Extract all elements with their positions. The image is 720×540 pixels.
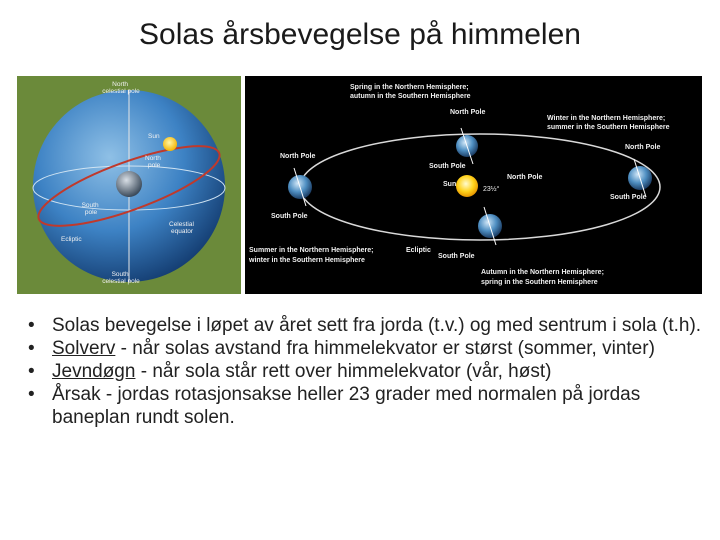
label-summer-2: winter in the Southern Hemisphere <box>249 257 365 264</box>
label-celestial-equator-1: Celestial <box>169 221 194 228</box>
earth-globe <box>116 171 142 197</box>
label-south-celestial-pole-2: celestial pole <box>102 278 140 285</box>
label-south-pole-top: South Pole <box>429 163 466 170</box>
label-sun: Sun <box>148 133 160 140</box>
label-tilt-angle: 23½° <box>483 186 500 193</box>
label-south-pole-2: pole <box>84 209 98 216</box>
bullet-list <box>28 314 708 429</box>
label-spring-2: autumn in the Southern Hemisphere <box>350 93 471 100</box>
label-south-celestial-pole-1: South <box>111 271 129 278</box>
label-ecliptic-right: Ecliptic <box>406 247 431 254</box>
label-south-pole-1: South <box>81 202 99 209</box>
bullet-item-1 <box>28 314 708 337</box>
label-autumn-2: spring in the Southern Hemisphere <box>481 279 598 286</box>
bullet-dot: • <box>28 384 35 405</box>
label-sun-right: Sun <box>443 181 457 188</box>
earth-orbit-illustration <box>245 76 702 294</box>
bullet-text-4: Årsak - jordas rotasjonsakse heller 23 grader med normalen på jordas baneplan rundt solen. <box>52 384 641 428</box>
label-north-pole-1: North <box>145 155 161 162</box>
celestial-sphere-illustration <box>17 76 241 294</box>
label-north-pole-bottom: North Pole <box>507 174 543 181</box>
bullet-dot: • <box>28 338 35 359</box>
label-north-celestial-pole-2: celestial pole <box>102 88 140 95</box>
label-autumn-1: Autumn in the Northern Hemisphere; <box>481 269 604 276</box>
sun-icon <box>456 175 478 197</box>
bullet-item-3 <box>28 360 708 383</box>
bullet-item-2 <box>28 337 708 360</box>
celestial-sphere-image <box>241 76 242 77</box>
page-title: Solas årsbevegelse på himmelen <box>139 18 581 51</box>
bullet-text-1: Solas bevegelse i løpet av året sett fra jorda (t.v.) og med sentrum i sola (t.h). <box>52 315 702 336</box>
label-summer-1: Summer in the Northern Hemisphere; <box>249 247 374 254</box>
label-south-pole-left: South Pole <box>271 213 308 220</box>
bullet-text-2: - når solas avstand fra himmelekvator er størst (sommer, vinter) <box>115 338 655 359</box>
label-winter-2: summer in the Southern Hemisphere <box>547 124 670 131</box>
bullet-text-3: - når sola står rett over himmelekvator (vår, høst) <box>135 361 552 382</box>
label-celestial-equator-2: equator <box>171 228 194 235</box>
label-south-pole-bottom: South Pole <box>438 253 475 260</box>
svg-text:Celestial equator <box>169 221 196 235</box>
svg-text:North pole <box>145 155 163 169</box>
bullet-dot: • <box>28 361 35 382</box>
label-ecliptic: Ecliptic <box>61 236 82 243</box>
sun-icon <box>163 137 177 151</box>
bullet-term-jevndogn[interactable]: Jevndøgn <box>52 361 136 382</box>
bullet-term-solverv[interactable]: Solverv <box>52 338 116 359</box>
bullet-item-4 <box>28 383 708 429</box>
label-south-pole-right: South Pole <box>610 194 647 201</box>
bullet-dot: • <box>28 315 35 336</box>
label-north-pole-left: North Pole <box>280 153 316 160</box>
label-north-pole-top: North Pole <box>450 109 486 116</box>
label-north-pole-right: North Pole <box>625 144 661 151</box>
label-north-celestial-pole-1: North <box>112 81 129 88</box>
label-spring-1: Spring in the Northern Hemisphere; <box>350 84 469 91</box>
label-winter-1: Winter in the Northern Hemisphere; <box>547 115 666 122</box>
label-north-pole-2: pole <box>148 162 161 169</box>
